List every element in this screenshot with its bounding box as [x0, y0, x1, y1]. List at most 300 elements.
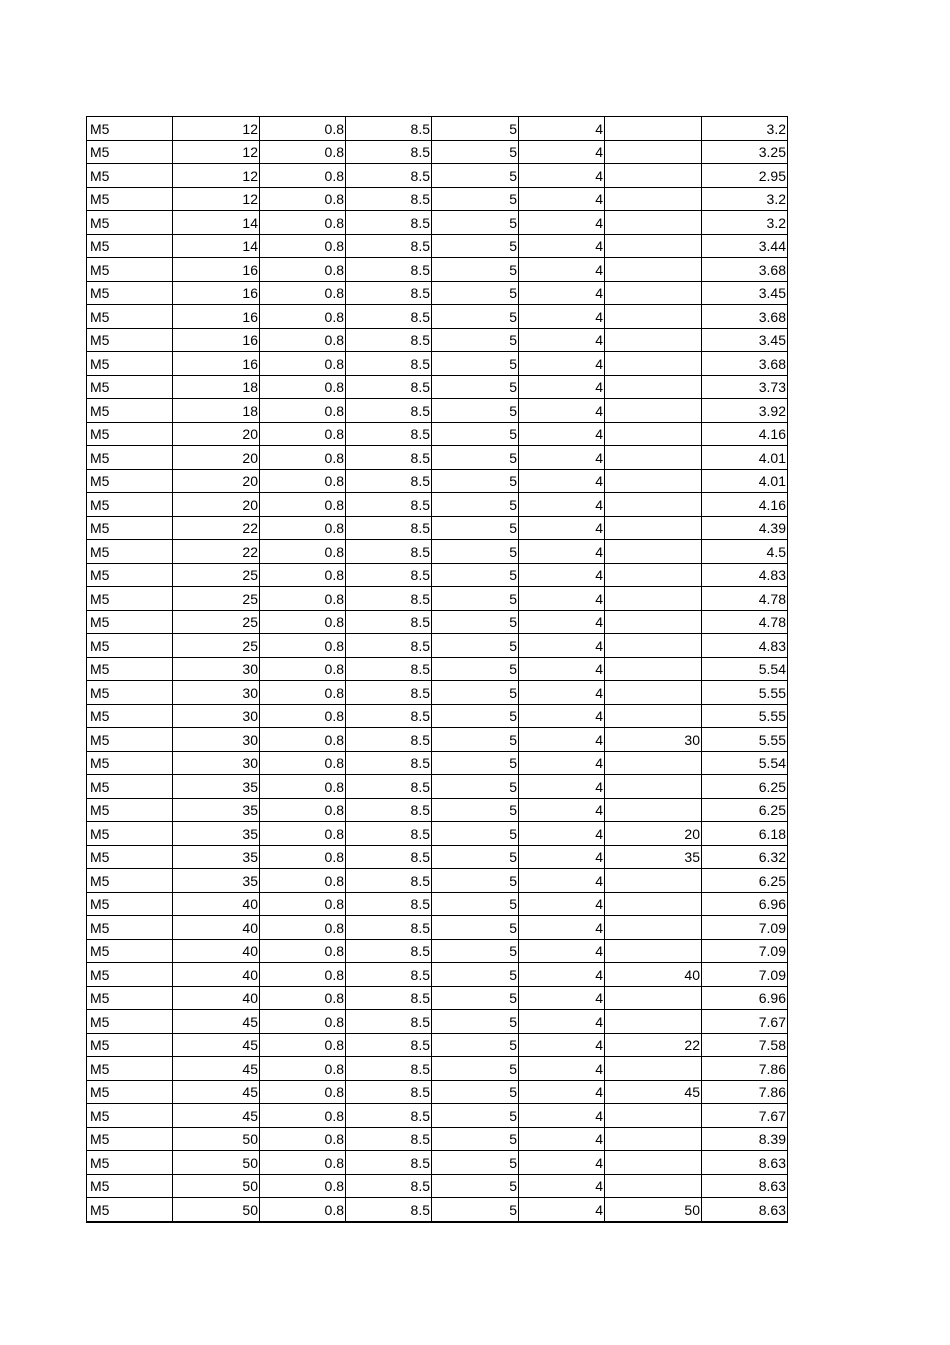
table-cell[interactable]: 12	[173, 164, 260, 188]
table-cell[interactable]: 4.78	[702, 587, 788, 611]
table-cell[interactable]: 3.68	[702, 258, 788, 282]
table-cell[interactable]: 3.92	[702, 399, 788, 423]
table-cell[interactable]: 40	[173, 892, 260, 916]
table-cell[interactable]: 8.5	[346, 1057, 432, 1081]
table-cell[interactable]: 8.5	[346, 469, 432, 493]
table-cell[interactable]: 4	[519, 634, 605, 658]
table-cell[interactable]: 0.8	[260, 540, 346, 564]
table-cell[interactable]: 5	[432, 164, 519, 188]
table-cell[interactable]: 4	[519, 352, 605, 376]
table-cell[interactable]: 6.25	[702, 798, 788, 822]
table-cell[interactable]: 3.25	[702, 140, 788, 164]
table-cell[interactable]: 8.5	[346, 751, 432, 775]
table-cell[interactable]: 4	[519, 446, 605, 470]
table-cell[interactable]: 16	[173, 328, 260, 352]
table-cell[interactable]	[605, 516, 702, 540]
table-cell[interactable]: 0.8	[260, 1010, 346, 1034]
table-cell[interactable]: 5	[432, 540, 519, 564]
table-cell[interactable]: 50	[605, 1198, 702, 1222]
table-cell[interactable]: 25	[173, 563, 260, 587]
table-cell[interactable]: 5.54	[702, 657, 788, 681]
table-cell[interactable]: M5	[87, 1080, 173, 1104]
table-cell[interactable]: M5	[87, 164, 173, 188]
table-cell[interactable]	[605, 258, 702, 282]
table-cell[interactable]: 4	[519, 516, 605, 540]
table-cell[interactable]: 3.2	[702, 187, 788, 211]
table-cell[interactable]: 0.8	[260, 281, 346, 305]
table-cell[interactable]: M5	[87, 187, 173, 211]
table-cell[interactable]: M5	[87, 422, 173, 446]
table-cell[interactable]	[605, 704, 702, 728]
table-cell[interactable]: 8.5	[346, 140, 432, 164]
table-cell[interactable]: 50	[173, 1151, 260, 1175]
table-cell[interactable]: 4	[519, 1033, 605, 1057]
table-cell[interactable]: 4	[519, 963, 605, 987]
table-cell[interactable]: 5.55	[702, 728, 788, 752]
table-cell[interactable]: 8.5	[346, 540, 432, 564]
table-cell[interactable]: 5	[432, 657, 519, 681]
table-cell[interactable]: 5	[432, 422, 519, 446]
table-cell[interactable]: M5	[87, 1198, 173, 1222]
table-cell[interactable]: 40	[605, 963, 702, 987]
table-cell[interactable]: 8.5	[346, 446, 432, 470]
table-cell[interactable]: 4	[519, 845, 605, 869]
table-cell[interactable]: 4	[519, 187, 605, 211]
table-cell[interactable]: 30	[173, 681, 260, 705]
table-cell[interactable]: 2.95	[702, 164, 788, 188]
table-cell[interactable]: 22	[173, 516, 260, 540]
table-cell[interactable]	[605, 939, 702, 963]
table-cell[interactable]: 4	[519, 375, 605, 399]
table-cell[interactable]: 5	[432, 305, 519, 329]
table-cell[interactable]: M5	[87, 916, 173, 940]
table-cell[interactable]	[605, 916, 702, 940]
table-cell[interactable]: 7.09	[702, 963, 788, 987]
table-cell[interactable]	[605, 798, 702, 822]
table-cell[interactable]: 4	[519, 469, 605, 493]
table-cell[interactable]	[605, 869, 702, 893]
table-cell[interactable]: 4	[519, 939, 605, 963]
table-cell[interactable]: 22	[173, 540, 260, 564]
table-cell[interactable]: 0.8	[260, 587, 346, 611]
table-cell[interactable]: 8.5	[346, 117, 432, 141]
table-cell[interactable]: 4	[519, 704, 605, 728]
table-cell[interactable]: 5	[432, 775, 519, 799]
table-cell[interactable]: M5	[87, 352, 173, 376]
table-cell[interactable]: 0.8	[260, 892, 346, 916]
table-cell[interactable]	[605, 399, 702, 423]
table-cell[interactable]: 35	[173, 775, 260, 799]
table-cell[interactable]: 4	[519, 493, 605, 517]
table-cell[interactable]: 4	[519, 775, 605, 799]
table-cell[interactable]	[605, 140, 702, 164]
table-cell[interactable]: 8.5	[346, 305, 432, 329]
table-cell[interactable]: 3.45	[702, 328, 788, 352]
table-cell[interactable]: 35	[173, 822, 260, 846]
table-cell[interactable]: 8.5	[346, 963, 432, 987]
table-cell[interactable]: 8.5	[346, 775, 432, 799]
table-cell[interactable]: 5	[432, 117, 519, 141]
table-cell[interactable]: 4	[519, 822, 605, 846]
table-cell[interactable]: 7.67	[702, 1104, 788, 1128]
table-cell[interactable]: 8.63	[702, 1174, 788, 1198]
table-cell[interactable]: 25	[173, 610, 260, 634]
table-cell[interactable]: 5	[432, 587, 519, 611]
table-cell[interactable]: 45	[173, 1057, 260, 1081]
table-cell[interactable]: 0.8	[260, 704, 346, 728]
table-cell[interactable]: 0.8	[260, 1198, 346, 1222]
table-cell[interactable]: 4	[519, 892, 605, 916]
table-cell[interactable]: 4	[519, 1198, 605, 1222]
table-cell[interactable]: 8.5	[346, 493, 432, 517]
table-cell[interactable]: 8.63	[702, 1151, 788, 1175]
table-cell[interactable]: 8.5	[346, 1174, 432, 1198]
table-cell[interactable]: M5	[87, 234, 173, 258]
table-cell[interactable]	[605, 446, 702, 470]
table-cell[interactable]: 0.8	[260, 328, 346, 352]
table-cell[interactable]: M5	[87, 728, 173, 752]
table-cell[interactable]: 6.18	[702, 822, 788, 846]
table-cell[interactable]: 5	[432, 845, 519, 869]
table-cell[interactable]: 0.8	[260, 164, 346, 188]
table-cell[interactable]: 5	[432, 469, 519, 493]
table-cell[interactable]: 5	[432, 963, 519, 987]
table-cell[interactable]: 0.8	[260, 681, 346, 705]
table-cell[interactable]: 4	[519, 399, 605, 423]
table-cell[interactable]: 8.5	[346, 822, 432, 846]
table-cell[interactable]: 8.5	[346, 328, 432, 352]
table-cell[interactable]: 0.8	[260, 822, 346, 846]
table-cell[interactable]: 50	[173, 1127, 260, 1151]
table-cell[interactable]: 8.5	[346, 728, 432, 752]
table-cell[interactable]: 20	[173, 446, 260, 470]
table-cell[interactable]: 8.5	[346, 681, 432, 705]
table-cell[interactable]: 45	[173, 1104, 260, 1128]
table-cell[interactable]: 30	[173, 751, 260, 775]
table-cell[interactable]: 20	[173, 469, 260, 493]
table-cell[interactable]: 8.5	[346, 234, 432, 258]
table-cell[interactable]: 0.8	[260, 493, 346, 517]
table-cell[interactable]: 5	[432, 986, 519, 1010]
table-cell[interactable]: M5	[87, 140, 173, 164]
table-cell[interactable]: 4	[519, 1104, 605, 1128]
table-cell[interactable]: 5	[432, 493, 519, 517]
table-cell[interactable]: 4	[519, 563, 605, 587]
table-cell[interactable]: 4.39	[702, 516, 788, 540]
table-cell[interactable]: 0.8	[260, 446, 346, 470]
table-cell[interactable]: 5.55	[702, 681, 788, 705]
table-cell[interactable]	[605, 634, 702, 658]
table-cell[interactable]	[605, 540, 702, 564]
table-cell[interactable]: 4	[519, 234, 605, 258]
table-cell[interactable]: 5	[432, 634, 519, 658]
table-cell[interactable]: 4	[519, 587, 605, 611]
table-cell[interactable]: 5	[432, 1151, 519, 1175]
table-cell[interactable]: M5	[87, 939, 173, 963]
table-cell[interactable]: 0.8	[260, 1057, 346, 1081]
table-cell[interactable]: 8.5	[346, 352, 432, 376]
table-cell[interactable]: 8.5	[346, 516, 432, 540]
table-cell[interactable]: 5	[432, 869, 519, 893]
table-cell[interactable]: 8.5	[346, 1198, 432, 1222]
table-cell[interactable]	[605, 328, 702, 352]
table-cell[interactable]: 0.8	[260, 798, 346, 822]
table-cell[interactable]: 45	[173, 1010, 260, 1034]
table-cell[interactable]: 4.5	[702, 540, 788, 564]
table-cell[interactable]: 45	[173, 1080, 260, 1104]
table-cell[interactable]: 4	[519, 1127, 605, 1151]
table-cell[interactable]: 3.2	[702, 211, 788, 235]
table-cell[interactable]: 0.8	[260, 869, 346, 893]
table-cell[interactable]: 6.25	[702, 869, 788, 893]
table-cell[interactable]: 5	[432, 328, 519, 352]
table-cell[interactable]: 0.8	[260, 963, 346, 987]
table-cell[interactable]: M5	[87, 399, 173, 423]
table-cell[interactable]: 5	[432, 234, 519, 258]
table-cell[interactable]: 8.5	[346, 798, 432, 822]
table-cell[interactable]: 4	[519, 305, 605, 329]
table-cell[interactable]: 4	[519, 681, 605, 705]
table-cell[interactable]: 0.8	[260, 117, 346, 141]
table-cell[interactable]: 35	[605, 845, 702, 869]
table-cell[interactable]: M5	[87, 281, 173, 305]
table-cell[interactable]	[605, 610, 702, 634]
table-cell[interactable]	[605, 986, 702, 1010]
table-cell[interactable]: 12	[173, 117, 260, 141]
table-cell[interactable]: 25	[173, 634, 260, 658]
table-cell[interactable]: 4.01	[702, 446, 788, 470]
table-cell[interactable]: M5	[87, 681, 173, 705]
table-cell[interactable]: 5	[432, 140, 519, 164]
table-cell[interactable]: 16	[173, 258, 260, 282]
table-cell[interactable]	[605, 281, 702, 305]
table-cell[interactable]	[605, 751, 702, 775]
table-cell[interactable]: M5	[87, 587, 173, 611]
table-cell[interactable]: 40	[173, 939, 260, 963]
table-cell[interactable]: M5	[87, 798, 173, 822]
table-cell[interactable]: 5	[432, 1010, 519, 1034]
table-cell[interactable]: 5	[432, 939, 519, 963]
table-cell[interactable]: 4	[519, 728, 605, 752]
table-cell[interactable]: 8.5	[346, 610, 432, 634]
table-cell[interactable]: 4.16	[702, 493, 788, 517]
table-cell[interactable]: 0.8	[260, 399, 346, 423]
table-cell[interactable]: 5	[432, 563, 519, 587]
table-cell[interactable]: 8.5	[346, 892, 432, 916]
table-cell[interactable]: M5	[87, 775, 173, 799]
table-cell[interactable]	[605, 1104, 702, 1128]
table-cell[interactable]: 0.8	[260, 775, 346, 799]
table-cell[interactable]: 5	[432, 751, 519, 775]
table-cell[interactable]	[605, 375, 702, 399]
table-cell[interactable]: M5	[87, 211, 173, 235]
table-cell[interactable]: 4	[519, 164, 605, 188]
table-cell[interactable]: 12	[173, 187, 260, 211]
table-cell[interactable]	[605, 305, 702, 329]
table-cell[interactable]: 4	[519, 258, 605, 282]
table-cell[interactable]	[605, 892, 702, 916]
table-cell[interactable]: 5	[432, 681, 519, 705]
table-cell[interactable]: 5	[432, 399, 519, 423]
table-cell[interactable]	[605, 352, 702, 376]
table-cell[interactable]: 5	[432, 822, 519, 846]
table-cell[interactable]: 8.5	[346, 1033, 432, 1057]
table-cell[interactable]: 5	[432, 352, 519, 376]
table-cell[interactable]: 4.78	[702, 610, 788, 634]
table-cell[interactable]: 5	[432, 1174, 519, 1198]
table-cell[interactable]: M5	[87, 1010, 173, 1034]
table-cell[interactable]: M5	[87, 822, 173, 846]
table-cell[interactable]: 7.86	[702, 1057, 788, 1081]
table-cell[interactable]: M5	[87, 1104, 173, 1128]
table-cell[interactable]: 5.54	[702, 751, 788, 775]
table-cell[interactable]: 25	[173, 587, 260, 611]
table-cell[interactable]: 18	[173, 375, 260, 399]
table-cell[interactable]: 0.8	[260, 375, 346, 399]
table-cell[interactable]: 4	[519, 1057, 605, 1081]
table-cell[interactable]: 5	[432, 1127, 519, 1151]
table-cell[interactable]: 8.5	[346, 986, 432, 1010]
table-cell[interactable]	[605, 211, 702, 235]
table-cell[interactable]: M5	[87, 375, 173, 399]
table-cell[interactable]: 0.8	[260, 516, 346, 540]
table-cell[interactable]	[605, 657, 702, 681]
table-cell[interactable]: 30	[173, 704, 260, 728]
table-cell[interactable]: M5	[87, 446, 173, 470]
table-cell[interactable]: 0.8	[260, 1033, 346, 1057]
table-cell[interactable]: 7.67	[702, 1010, 788, 1034]
table-cell[interactable]: M5	[87, 751, 173, 775]
table-cell[interactable]: 50	[173, 1198, 260, 1222]
table-cell[interactable]: 5.55	[702, 704, 788, 728]
table-cell[interactable]: 8.5	[346, 258, 432, 282]
table-cell[interactable]: 20	[173, 493, 260, 517]
table-cell[interactable]: M5	[87, 540, 173, 564]
table-cell[interactable]	[605, 493, 702, 517]
table-cell[interactable]: 40	[173, 986, 260, 1010]
table-cell[interactable]: 0.8	[260, 187, 346, 211]
table-cell[interactable]: M5	[87, 634, 173, 658]
table-cell[interactable]: M5	[87, 469, 173, 493]
table-cell[interactable]: 8.63	[702, 1198, 788, 1222]
table-cell[interactable]: M5	[87, 516, 173, 540]
table-cell[interactable]: 5	[432, 704, 519, 728]
table-cell[interactable]: 0.8	[260, 1151, 346, 1175]
table-cell[interactable]: 18	[173, 399, 260, 423]
table-cell[interactable]: 16	[173, 281, 260, 305]
table-cell[interactable]: 20	[605, 822, 702, 846]
table-cell[interactable]: M5	[87, 892, 173, 916]
table-cell[interactable]: 5	[432, 281, 519, 305]
table-cell[interactable]	[605, 187, 702, 211]
table-cell[interactable]: 0.8	[260, 986, 346, 1010]
table-cell[interactable]: 5	[432, 1080, 519, 1104]
table-cell[interactable]: M5	[87, 845, 173, 869]
table-cell[interactable]	[605, 775, 702, 799]
table-cell[interactable]: 4	[519, 422, 605, 446]
table-cell[interactable]: 4	[519, 986, 605, 1010]
table-cell[interactable]: 8.5	[346, 399, 432, 423]
table-cell[interactable]	[605, 1057, 702, 1081]
table-cell[interactable]: 4	[519, 1151, 605, 1175]
table-cell[interactable]: 12	[173, 140, 260, 164]
table-cell[interactable]	[605, 1151, 702, 1175]
table-cell[interactable]: 7.86	[702, 1080, 788, 1104]
table-cell[interactable]: 3.73	[702, 375, 788, 399]
table-cell[interactable]: 16	[173, 305, 260, 329]
table-cell[interactable]: M5	[87, 1174, 173, 1198]
table-cell[interactable]	[605, 681, 702, 705]
table-cell[interactable]	[605, 1010, 702, 1034]
table-cell[interactable]: 5	[432, 728, 519, 752]
table-cell[interactable]: 0.8	[260, 657, 346, 681]
table-cell[interactable]: 30	[173, 728, 260, 752]
table-cell[interactable]: 40	[173, 916, 260, 940]
table-cell[interactable]: 14	[173, 234, 260, 258]
table-cell[interactable]: 8.5	[346, 916, 432, 940]
table-cell[interactable]: M5	[87, 493, 173, 517]
table-cell[interactable]: 0.8	[260, 258, 346, 282]
table-cell[interactable]: 8.5	[346, 187, 432, 211]
table-cell[interactable]: M5	[87, 1127, 173, 1151]
table-cell[interactable]: 5	[432, 446, 519, 470]
table-cell[interactable]: M5	[87, 563, 173, 587]
table-cell[interactable]: 8.5	[346, 281, 432, 305]
table-cell[interactable]: 5	[432, 1033, 519, 1057]
table-cell[interactable]: 4	[519, 140, 605, 164]
table-cell[interactable]: M5	[87, 328, 173, 352]
table-cell[interactable]: M5	[87, 258, 173, 282]
table-cell[interactable]: 4.16	[702, 422, 788, 446]
table-cell[interactable]: 40	[173, 963, 260, 987]
table-cell[interactable]: 4.01	[702, 469, 788, 493]
table-cell[interactable]: 50	[173, 1174, 260, 1198]
table-cell[interactable]: 3.68	[702, 305, 788, 329]
table-cell[interactable]	[605, 422, 702, 446]
table-cell[interactable]: 5	[432, 375, 519, 399]
table-cell[interactable]: 6.32	[702, 845, 788, 869]
table-cell[interactable]: 0.8	[260, 352, 346, 376]
table-cell[interactable]: M5	[87, 305, 173, 329]
table-cell[interactable]	[605, 117, 702, 141]
table-cell[interactable]	[605, 1174, 702, 1198]
table-cell[interactable]	[605, 587, 702, 611]
table-cell[interactable]: 0.8	[260, 728, 346, 752]
table-cell[interactable]: 3.45	[702, 281, 788, 305]
table-cell[interactable]	[605, 164, 702, 188]
table-cell[interactable]: M5	[87, 657, 173, 681]
table-cell[interactable]: 4	[519, 117, 605, 141]
table-cell[interactable]: 0.8	[260, 1080, 346, 1104]
table-cell[interactable]: 8.5	[346, 1010, 432, 1034]
table-cell[interactable]: 35	[173, 869, 260, 893]
table-cell[interactable]: 4	[519, 281, 605, 305]
table-cell[interactable]: 30	[173, 657, 260, 681]
table-cell[interactable]: 5	[432, 798, 519, 822]
table-cell[interactable]: 0.8	[260, 211, 346, 235]
table-cell[interactable]: 0.8	[260, 751, 346, 775]
table-cell[interactable]: 5	[432, 892, 519, 916]
table-cell[interactable]: 8.5	[346, 657, 432, 681]
table-cell[interactable]: 3.2	[702, 117, 788, 141]
table-cell[interactable]: 0.8	[260, 845, 346, 869]
table-cell[interactable]: M5	[87, 1033, 173, 1057]
table-cell[interactable]: 5	[432, 258, 519, 282]
table-cell[interactable]: 0.8	[260, 610, 346, 634]
table-cell[interactable]: 4	[519, 916, 605, 940]
table-cell[interactable]: 8.5	[346, 1104, 432, 1128]
table-cell[interactable]: M5	[87, 963, 173, 987]
